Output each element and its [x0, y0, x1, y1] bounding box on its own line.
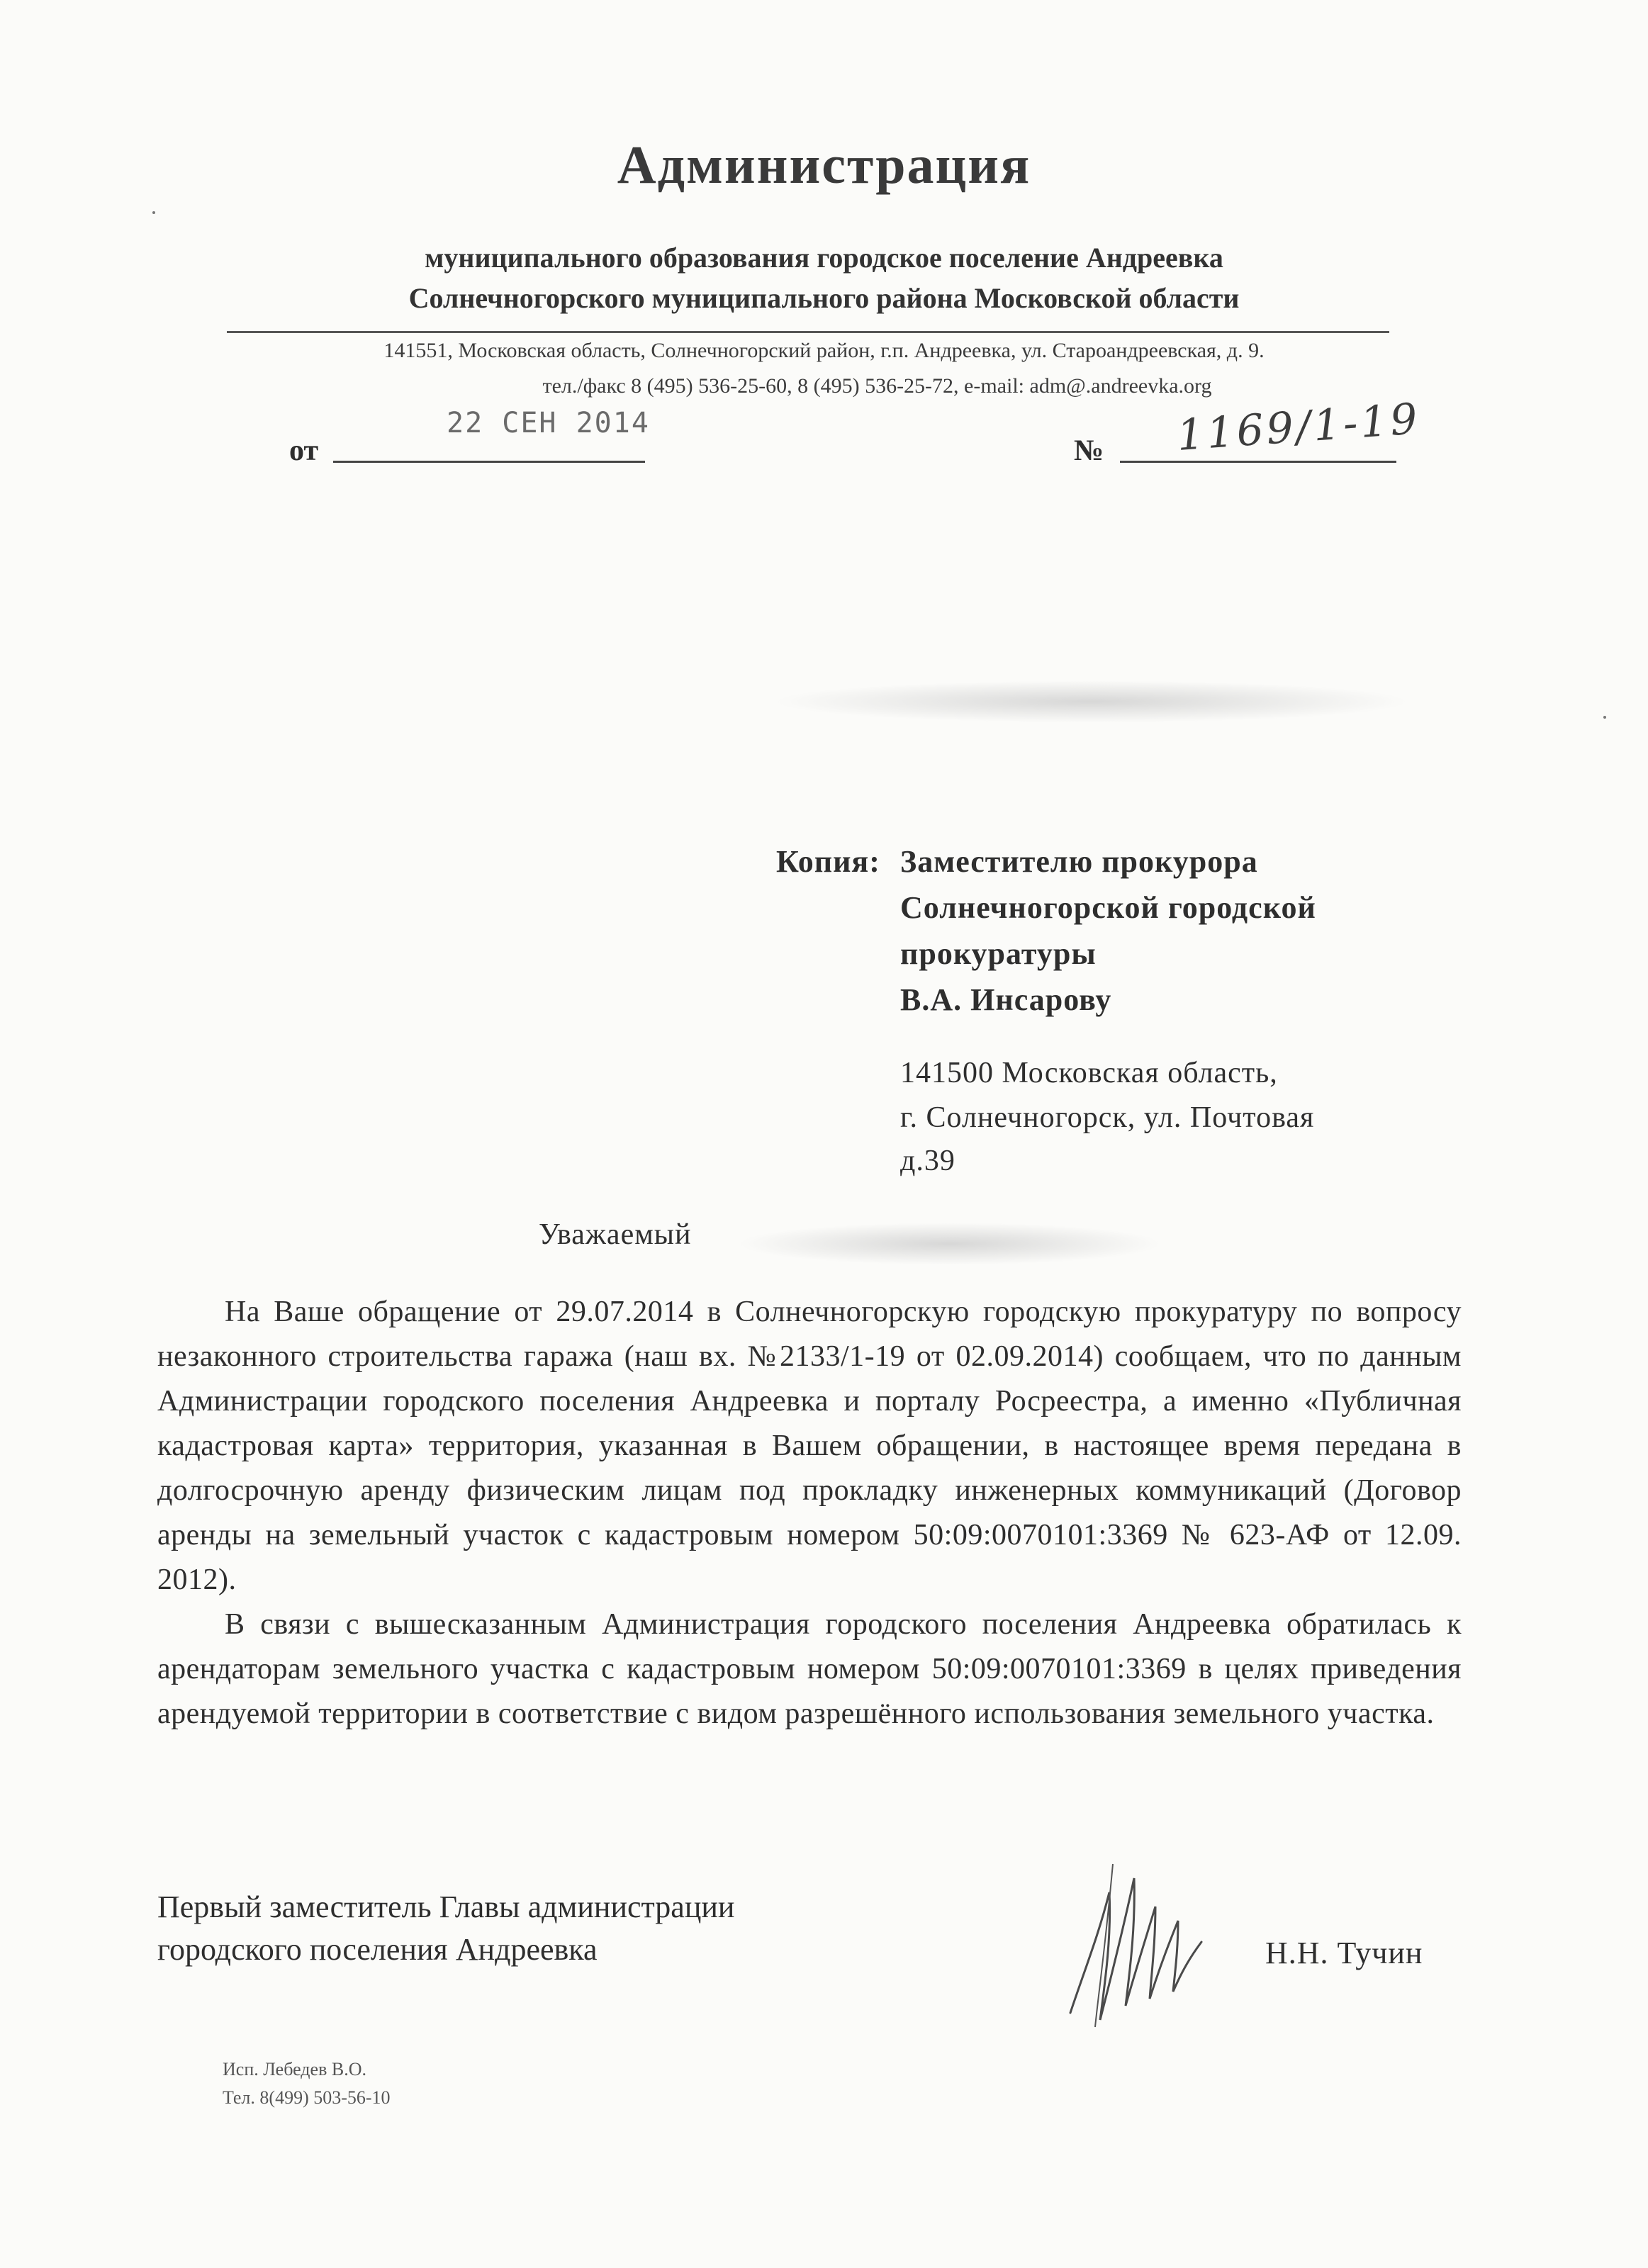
scan-speck: [1603, 716, 1606, 719]
number-label: №: [1074, 434, 1104, 467]
recipient-line: Заместителю прокурора: [900, 844, 1258, 879]
signatory-name: Н.Н. Тучин: [1265, 1936, 1423, 1970]
body-paragraph: В связи с вышесказанным Администрация городского поселения Андреевка обратилась к арендаторам земельного участка с кадастровым номером 50:09:0070101:3369 в целях приведения арендуемой территории в соответствие с видом разрешённого использования земельного участка.: [157, 1608, 1462, 1730]
redacted-name: [737, 1223, 1162, 1265]
executor-phone: Тел. 8(499) 503-56-10: [223, 2087, 391, 2108]
redacted-addressee: [773, 680, 1411, 723]
handwritten-signature: [1056, 1850, 1212, 2034]
date-stamp: 22 СЕН 2014: [447, 407, 650, 439]
recipient-address-line: г. Солнечногорск, ул. Почтовая: [900, 1101, 1315, 1134]
recipient-line: В.А. Инсарову: [900, 982, 1112, 1017]
signatory-position-line1: Первый заместитель Главы администрации: [157, 1890, 735, 1924]
copy-label: Копия:: [776, 844, 880, 879]
scan-speck: [152, 211, 155, 214]
organization-title: Администрация: [617, 135, 1031, 195]
organization-subtitle-line2: Солнечногорского муниципального района Московской области: [408, 282, 1240, 314]
signatory-position-line2: городского поселения Андреевка: [157, 1932, 598, 1967]
date-underline: [333, 461, 645, 463]
organization-address: 141551, Московская область, Солнечногорский район, г.п. Андреевка, ул. Староандреевская, д. 9.: [383, 339, 1265, 362]
recipient-address-line: 141500 Московская область,: [900, 1057, 1278, 1089]
organization-subtitle-line1: муниципального образования городское поселение Андреевка: [425, 242, 1223, 274]
executor-name: Исп. Лебедев В.О.: [223, 2059, 366, 2079]
greeting: Уважаемый: [539, 1218, 692, 1251]
recipient-address-line: д.39: [900, 1145, 955, 1177]
body-paragraph: На Ваше обращение от 29.07.2014 в Солнечногорскую городскую прокуратуру по вопросу незаконного строительства гаража (наш вх. №2133/1-19 от 02.09.2014) сообщаем, что по данным Администрации городского поселения Андреевка и порталу Росреестра, а именно «Публичная кадастровая карта» территория, указанная в Вашем обращении, в настоящее время передана в долгосрочную аренду физическим лицам под прокладку инженерных коммуникаций (Договор аренды на земельный участок с кадастровым номером 50:09:0070101:3369 № 623-АФ от 12.09. 2012).: [157, 1296, 1462, 1596]
number-underline: [1120, 461, 1396, 463]
recipient-line: прокуратуры: [900, 936, 1097, 971]
outgoing-number: 1169/1-19: [1175, 394, 1422, 461]
recipient-line: Солнечногорской городской: [900, 890, 1316, 925]
letter-body: [157, 1290, 1462, 1736]
organization-contacts: тел./факс 8 (495) 536-25-60, 8 (495) 536-25-72, e-mail: adm@.andreevka.org: [542, 374, 1212, 398]
header-divider: [227, 331, 1389, 333]
date-label: от: [289, 434, 319, 467]
